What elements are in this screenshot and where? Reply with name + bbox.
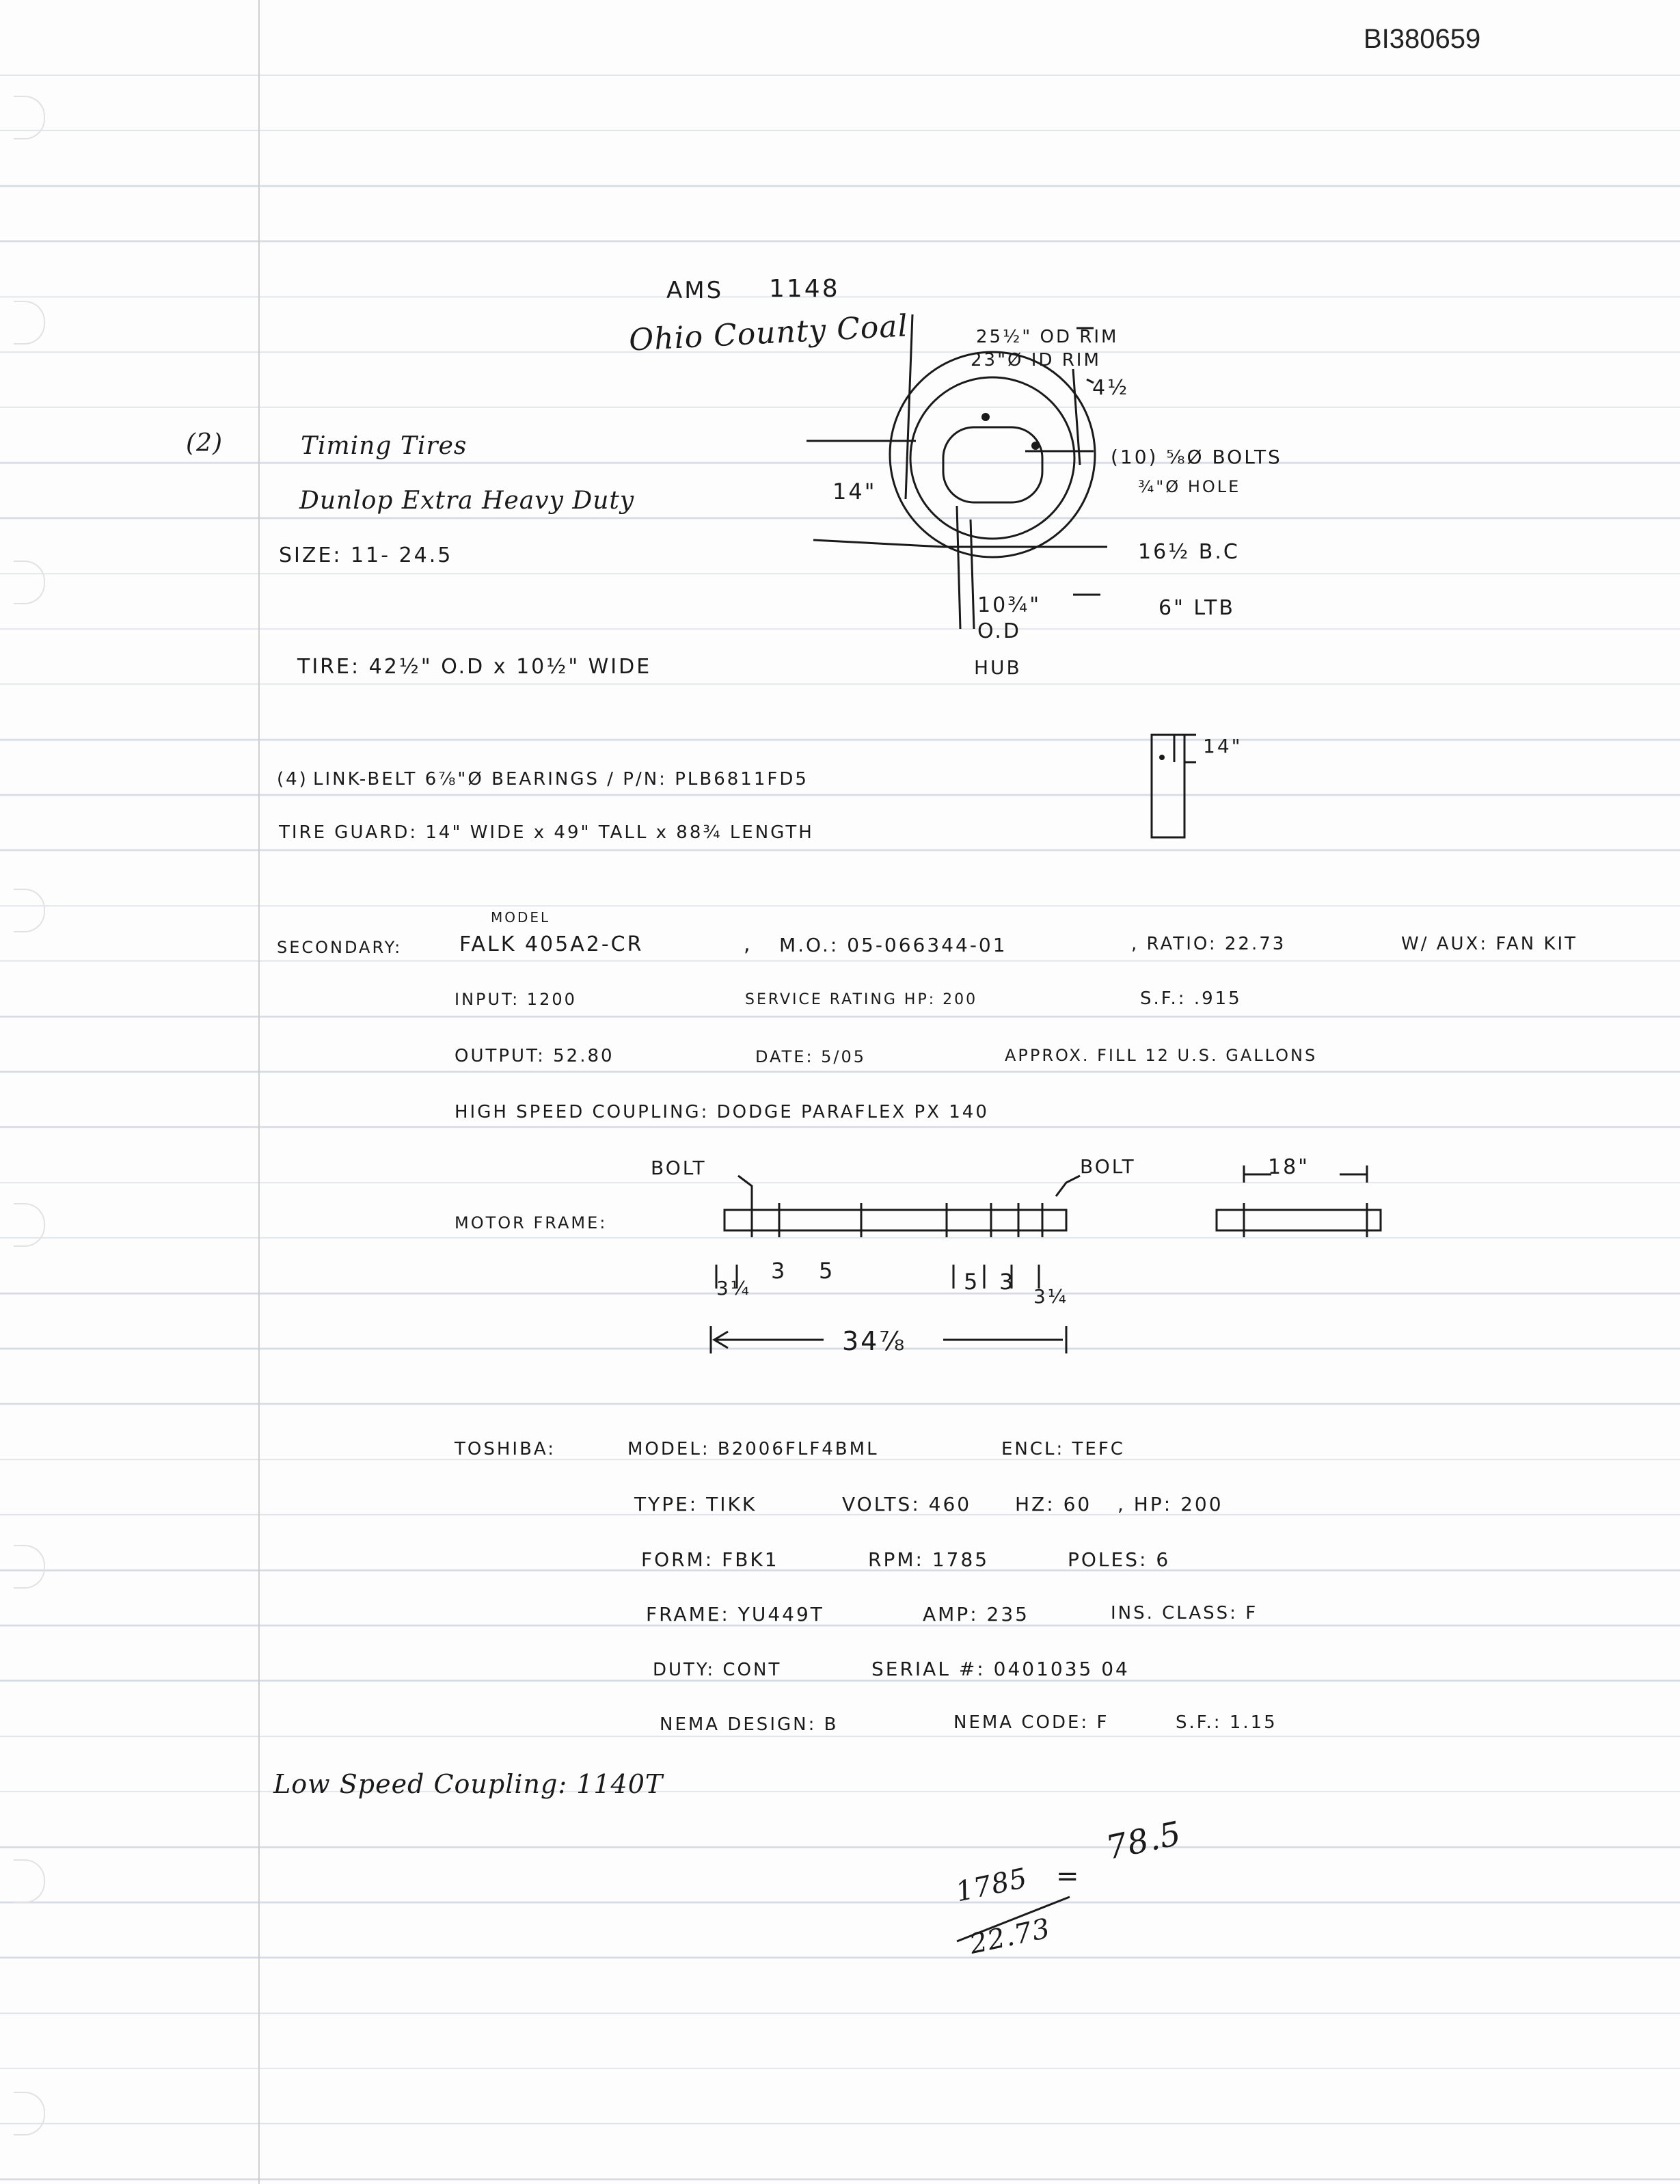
binder-hole [14,889,45,932]
secondary-comma: , [744,932,753,956]
tires-size: SIZE: 11- 24.5 [279,543,453,567]
calc-equals: = [1056,1861,1081,1892]
toshiba-ins-class: INS. CLASS: F [1111,1603,1258,1623]
dim-left-b: 3 [771,1258,787,1284]
ams-label: AMS [666,277,724,304]
hub-od-value: 10¾" [977,593,1042,617]
bearings-qty: (4) [277,769,308,790]
ltb-label: 6" LTB [1159,596,1235,620]
toshiba-nema-code: NEMA CODE: F [953,1712,1109,1733]
bearings-description: LINK-BELT 6⅞"Ø BEARINGS / P/N: PLB6811FD5 [313,769,809,790]
secondary-date: DATE: 5/05 [755,1047,867,1066]
hole-label: ¾"Ø HOLE [1138,477,1241,496]
toshiba-enclosure: ENCL: TEFC [1001,1439,1125,1459]
secondary-ratio: , RATIO: 22.73 [1131,934,1286,954]
company-name: Ohio County Coal [627,308,909,358]
ams-number: 1148 [769,275,840,303]
secondary-service-rating: SERVICE RATING HP: 200 [745,991,978,1008]
tire-guard-description: TIRE GUARD: 14" WIDE x 49" TALL x 88¾ LENGTH [279,822,814,843]
dim-right-c: 3¼ [1033,1285,1068,1308]
overall-length: 34⅞ [842,1326,907,1356]
tire-guard-sketch [1148,731,1203,841]
rim-outer-circle [890,352,1095,557]
tire-guard-width-label: 14" [1203,735,1243,757]
secondary-mo: M.O.: 05-066344-01 [779,934,1007,956]
binder-hole [14,1545,45,1589]
rim-inner-circle [910,377,1074,539]
dim-left-c: 5 [819,1258,835,1284]
rim-width-label: 4½ [1092,376,1130,400]
toshiba-poles: POLES: 6 [1068,1548,1171,1571]
hub-label: HUB [974,656,1022,679]
toshiba-nema-design: NEMA DESIGN: B [660,1714,839,1735]
tire-dimensions: TIRE: 42½" O.D x 10½" WIDE [297,655,652,679]
secondary-label: SECONDARY: [277,938,403,957]
dim-right-a: 5 [964,1269,980,1295]
rim-id-label: 23"Ø ID RIM [971,350,1101,370]
secondary-sf: S.F.: .915 [1140,988,1242,1009]
secondary-input: INPUT: 1200 [455,990,577,1009]
secondary-aux: W/ AUX: FAN KIT [1401,934,1578,954]
binder-hole [14,301,45,345]
secondary-fill: APPROX. FILL 12 U.S. GALLONS [1005,1046,1318,1065]
bolt-hole-dot [981,413,990,421]
toshiba-duty: DUTY: CONT [653,1660,782,1680]
dim-left-a: 3¼ [716,1277,751,1299]
margin-line [258,0,260,2184]
motor-frame-label: MOTOR FRAME: [455,1213,608,1232]
bolt-left-label: BOLT [651,1157,707,1179]
toshiba-form: FORM: FBK1 [641,1548,779,1571]
model-note: MODEL [491,909,551,926]
motor-frame-sketch [711,1148,1381,1381]
binder-hole [14,1203,45,1247]
hub-shape [943,427,1042,502]
toshiba-model: MODEL: B2006FLF4BML [627,1439,879,1459]
tires-brand: Dunlop Extra Heavy Duty [299,487,635,515]
binder-hole [14,2092,45,2135]
toshiba-sf: S.F.: 1.15 [1176,1712,1277,1733]
low-speed-coupling: Low Speed Coupling: 1140T [273,1769,664,1799]
tires-qty: (2) [186,429,223,457]
toshiba-volts: VOLTS: 460 [842,1493,972,1515]
dim-right-b: 3 [999,1269,1016,1295]
calc-numerator: 1785 [953,1862,1031,1909]
toshiba-serial: SERIAL #: 0401035 04 [871,1658,1130,1680]
calc-result: 78.5 [1102,1814,1185,1868]
bolt-hole-dot [1031,442,1040,450]
hub-od-label: O.D [977,619,1022,643]
toshiba-type: TYPE: TIKK [634,1493,757,1515]
rim-od-label: 25½" OD RIM [976,327,1119,347]
toshiba-amp: AMP: 235 [923,1603,1029,1626]
binder-hole [14,96,45,139]
toshiba-frame: FRAME: YU449T [646,1603,824,1626]
secondary-output: OUTPUT: 52.80 [455,1046,614,1066]
bolts-label: (10) ⅝Ø BOLTS [1111,446,1282,468]
high-speed-coupling: HIGH SPEED COUPLING: DODGE PARAFLEX PX 140 [455,1102,989,1122]
toshiba-hz: HZ: 60 [1015,1493,1092,1515]
document-id: BI380659 [1364,24,1481,54]
bolt-right-label: BOLT [1080,1155,1136,1178]
tires-title: Timing Tires [301,432,468,460]
toshiba-hp: , HP: 200 [1117,1493,1223,1515]
hub-left-dimension: 14" [832,478,877,504]
calc-denominator: 22.73 [966,1913,1053,1960]
binder-hole [14,561,45,604]
bolt-circle-label: 16½ B.C [1138,540,1240,564]
toshiba-rpm: RPM: 1785 [868,1548,990,1571]
secondary-model: FALK 405A2-CR [459,932,644,956]
right-frame-dimension: 18" [1268,1155,1310,1179]
binder-hole [14,1859,45,1903]
toshiba-label: TOSHIBA: [455,1439,556,1459]
